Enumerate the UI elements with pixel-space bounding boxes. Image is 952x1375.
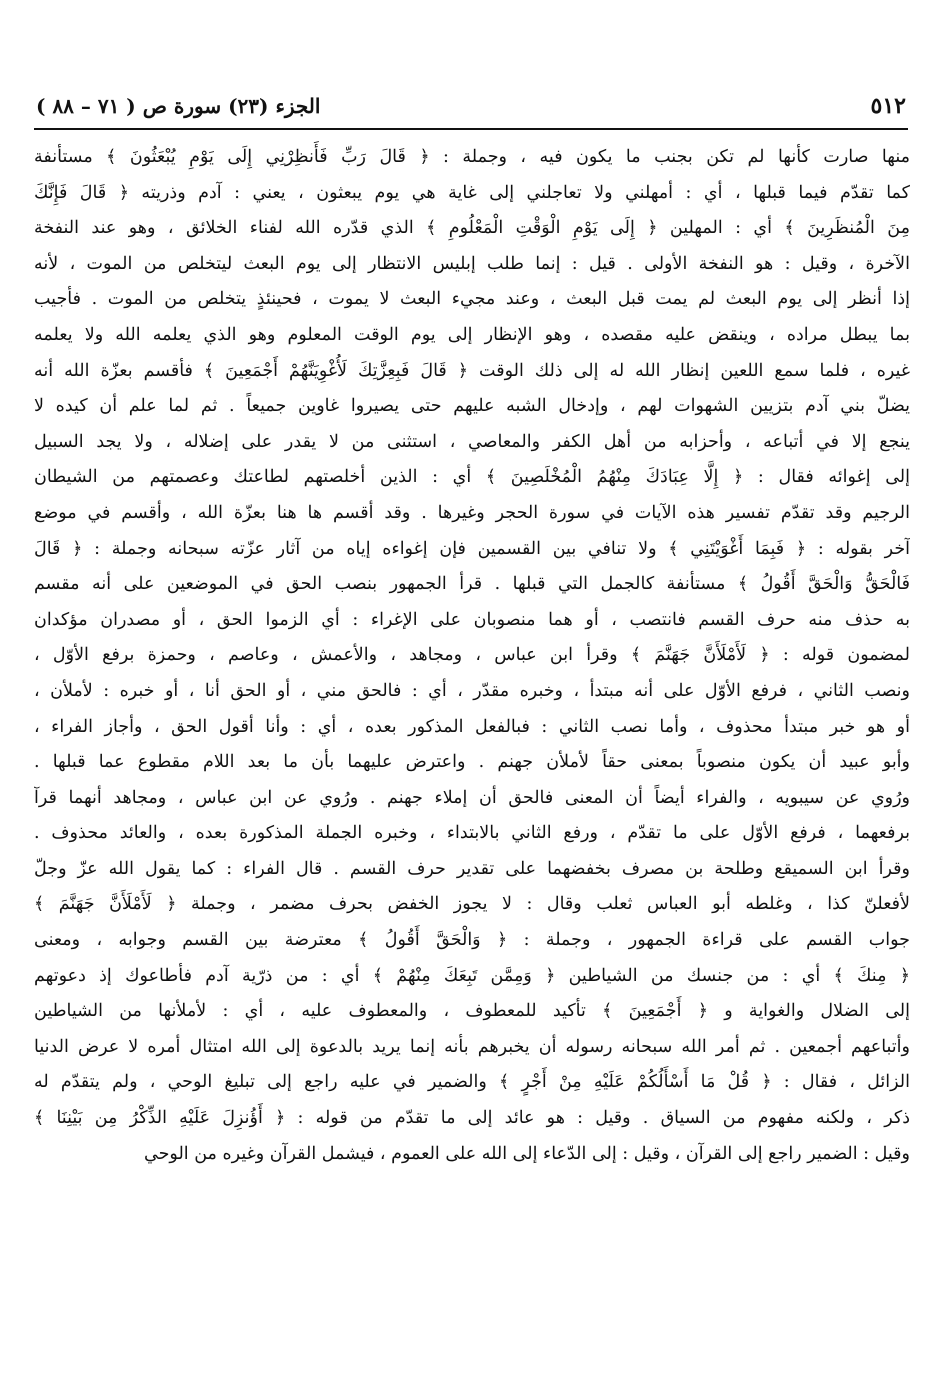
text-line: غيره ، فلما سمع اللعين إنظار الله له إلى ذلك الوقت ﴿ قَالَ فَبِعِزَّتِكَ لَأُغْوِيَنَّهُمْ أَجْمَعِينَ ﴾ فأقسم بعزّة الله أنه [34,360,910,381]
running-title: الجزء (٢٣) سورة ص ( ٧١ – ٨٨ ) [36,94,321,118]
text-line: ورُوي عن سيبويه ، والفراء أيضاً أن المعنى فالحق أن إملاء جهنم . ورُوي عن ابن عباس ، ومجاهد أنهما قرآ [34,787,910,808]
text-line: ينجع إلا في أتباعه ، وأحزابه من أهل الكفر والمعاصي ، استثنى من لا يقدر على إضلاله ، ولا يجد السبيل [34,431,910,452]
text-line: يضلّ بني آدم بتزيين الشهوات لهم ، وإدخال الشبه عليهم حتى يصيروا غاوين جميعاً . ثم لما علم أن كيده لا [34,396,910,417]
text-line: مِنَ الْمُنظَرِينَ ﴾ أي : المهلين ﴿ إِلَى يَوْمِ الْوَقْتِ الْمَعْلُومِ ﴾ الذي قدّره الله لفناء الخلائق ، وهو عند النفخة [34,218,910,239]
text-line: إلى الضلال والغواية و ﴿ أَجْمَعِينَ ﴾ تأكيد للمعطوف ، والمعطوف عليه ، أي : لأملأنها من الشياطين [34,1001,910,1022]
text-line: الزائل ، فقال : ﴿ قُلْ مَا أَسْأَلُكُمْ عَلَيْهِ مِنْ أَجْرٍ ﴾ والضمير في عليه راجع إلى تبليغ الوحي ، ولم يتقدّم له [34,1072,910,1093]
page-header [36,88,906,124]
page-number: ٥١٢ [870,93,906,119]
text-line: فَالْحَقُّ وَالْحَقَّ أَقُولُ ﴾ مستأنفة كالجمل التي قبلها . قرأ الجمهور بنصب الحق في الموضعين على أنه مقسم [34,574,910,595]
header-rule [34,128,908,130]
text-line: ﴿ مِنكَ ﴾ أي : من جنسك من الشياطين ﴿ وَمِمَّن تَبِعَكَ مِنْهُمْ ﴾ أي : من ذرّية آدم فأطاعوك إذ دعوتهم [34,965,910,986]
text-line: به حذف منه حرف القسم فانتصب ، أو هما منصوبان على الإغراء : أي الزموا الحق ، أو مصدران مؤكدان [34,609,910,630]
text-line: منها صارت كأنها لم تكن بجنب ما يكون فيه ، وجملة : ﴿ قَالَ رَبِّ فَأَنظِرْنِي إِلَى يَوْمِ يُبْعَثُونَ ﴾ مستأنفة [34,147,910,167]
text-line: كما تقدّم فيما قبلها ، أي : أمهلني ولا تعاجلني إلى غاية هي يوم يبعثون ، يعني : آدم وذريته ﴿ قَالَ فَإِنَّكَ [34,182,910,203]
text-line: لأفعلنّ كذا ، وغلطه أبو العباس ثعلب وقال : لا يجوز الخفض بحرف مضمر ، وجملة ﴿ لَأَمْلَأَنَّ جَهَنَّمَ ﴾ [34,894,910,915]
tafsir-text [34,140,910,1172]
text-line: وأتباعهم أجمعين . ثم أمر الله سبحانه رسوله أن يخبرهم بأنه إنما يريد بالدعوة إلى الله امتثال أمره لا عرض الدنيا [34,1036,910,1057]
text-line: وأبو عبيد أن يكون منصوباً بمعنى حقاً لأملأن جهنم . واعترض عليهما بأن ما بعد اللام مقطوع عما قبلها . [34,752,910,773]
text-line: بما يبطل مراده ، وينقض عليه مقصده ، وهو الإنظار إلى يوم الوقت المعلوم وهو الذي يعلمه الله ولا يعلمه [34,324,910,345]
text-line: ذكر ، ولكنه مفهوم من السياق . وقيل : هو عائد إلى ما تقدّم من قوله : ﴿ أَؤُنزِلَ عَلَيْهِ الذِّكْرُ مِن بَيْنِنَا ﴾ [34,1108,910,1129]
text-line: وقرأ ابن السميقع وطلحة بن مصرف بخفضهما على تقدير حرف القسم . قال الفراء : كما يقول الله عزّ وجلّ [34,858,910,879]
text-line: جواب القسم على قراءة الجمهور ، وجملة : ﴿ وَالْحَقَّ أَقُولُ ﴾ معترضة بين القسم وجوابه ، ومعنى [34,930,910,951]
text-line: إذا أنظر إلى يوم البعث لم يمت قبل البعث ، وعند مجيء البعث لا يموت ، فحينئذٍ يتخلص من الموت . فأجيب [34,289,910,310]
text-line: ونصب الثاني ، فرفع الأوّل على أنه مبتدأ ، وخبره مقدّر ، أي : فالحق مني ، أو الحق أنا ، أو خبره : لأملأن ، [34,680,910,701]
text-line: إلى إغوائه فقال : ﴿ إِلَّا عِبَادَكَ مِنْهُمُ الْمُخْلَصِينَ ﴾ أي : الذين أخلصتهم لطاعتك وعصمتهم من الشيطان [34,467,910,488]
text-line: أو هو خبر مبتدأ محذوف ، وأما نصب الثاني : فبالفعل المذكور بعده ، أي : وأنا أقول الحق ، وأجاز الفراء ، [34,716,910,737]
text-line: لمضمون قوله : ﴿ لَأَمْلَأَنَّ جَهَنَّمَ ﴾ وقرأ ابن عباس ، ومجاهد ، والأعمش ، وعاصم ، وحمزة برفع الأوّل ، [34,645,910,666]
text-line: آخر بقوله : ﴿ فَبِمَا أَغْوَيْتَنِي ﴾ ولا تنافي بين القسمين فإن إغواءه إياه من آثار عزّته سبحانه وجملة : ﴿ قَالَ [34,538,910,559]
text-line: برفعهما ، فرفع الأوّل على ما تقدّم ، ورفع الثاني بالابتداء ، وخبره الجملة المذكورة بعده ، والعائد محذوف . [34,823,910,844]
text-line: الرجيم وقد تقدّم تفسير هذه الآيات في سورة الحجر وغيرها . وقد أقسم ها هنا بعزّة الله ، وأقسم في موضع [34,502,910,523]
text-line: الآخرة ، وقيل : هو النفخة الأولى . قيل : إنما طلب إبليس الانتظار إلى يوم البعث ليتخلص من الموت ، لأنه [34,253,910,274]
text-line: وقيل : الضمير راجع إلى القرآن ، وقيل : إلى الدّعاء إلى الله على العموم ، فيشمل القرآن وغيره من الوحي [144,1143,910,1164]
